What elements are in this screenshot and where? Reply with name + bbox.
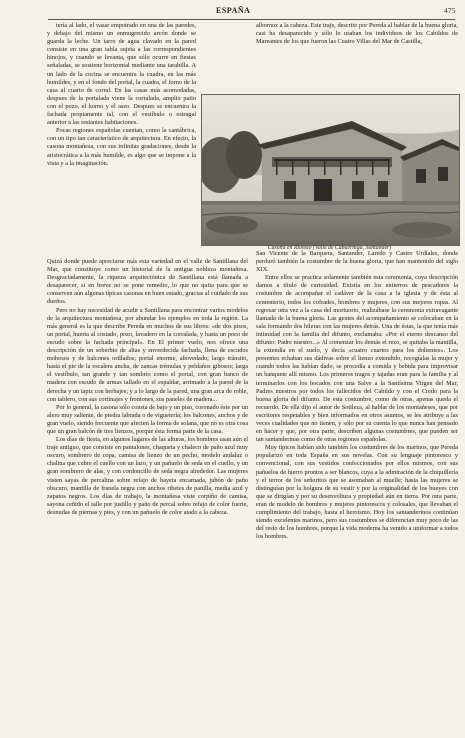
- paragraph: Entre ellos se practica solamente también esta ceremonia, cuya descripción damos a título de curiosidad. Existía en los entierros de pescadores la costumbre de acompañar el cadáver de la casa a la iglesia y de ésta al cementerio, todos los cofrades, hombres y mujeres, con sus mejores ropas. Al regresar otra vez a la casa del mortuorio, realizábase la ceremonia extravagante llamada de la buena gloria. Las gentes del acompañamiento se colocaban en la sala formando dos hileras con las mujeres detrás. Una de éstas, la que tenía más intimidad con la familia del difunto, exclamaba: «Por el eterno descanso del difunto: Padre nuestro...» Al comenzar los demás el rezo, se quitaba la mantilla, la extendía en el suelo, y decía «cuatro cuartos para los dolientes». Los presentes echaban sus dádivas sobre el lienzo extendido, recogíalas la mujer y cuando todos las habían dado, se procedía a comida y bebida para improvisar un banquete allí mismo. Los primeros tragos y tajadas eran para la familia y al terminarlos con los bocados con una Salve a la Santísima Virgen del Mar, Padres nuestros por todos los fallecidos del Cabildo y con el Credo para la buena gloria del difunto. De esta costumbre, como de otras, apenas queda el recuerdo. De ella dijo el autor de Sotileza, al hablar de los montañeses, que por escritores respetables y bien informados en otros asuntos, se les atribuye a las veces cualidades que no tienen, y sólo por su cuenta lo que nunca han pensado en hacer y que, por otra parte, describen algunas costumbres, que pueden ser tan santanderinas como de otras regiones españolas.: [256, 274, 458, 444]
- paragraph: Pocas regiones españolas cuentan, como la cantábrica, con un tipo tan característico de arquitectura. En efecto, la casona montañesa, con sus infinitas gradaciones, desde la aristocrática a la más humilde, es algo que se impone a la vista y a la imaginación.: [47, 127, 196, 167]
- page-number: 475: [444, 7, 456, 15]
- paragraph: tería al lado, el vasar empotrado en una de las paredes, y debajo del mismo un enmugrecido arcón donde se guarda la leche. Un tarro de agua clavado en la pared consiste en una gran tabla sujeta a las correspondientes hinojos, y cuando se levanta, que sólo ocurre en fiestas señaladas, se sostiene horizontal mediante una tarabilla. A un lado de la cocina se encuentra la cuadra, en las más humildes, y en el fondo del portal, la cuadra, el forno de la casa al cuarto de corral. En las casas más acomodadas, despues de la portalada viene la corralada, amplio patio con el pozo, el horno y el aseo. Despues se encuentra la fachada propiamente tal, con el vestíbulo o estragal anterior a las restantes habitaciones.: [47, 22, 196, 127]
- left-column-bottom: [47, 258, 248, 730]
- paragraph: San Vicente de la Barquera, Santander, Laredo y Castro Urdiales, donde perduró también la costumbre de la buena gloria, que han mantenido del siglo XIX.: [256, 250, 458, 274]
- right-column-top: [256, 22, 458, 93]
- house-photograph-illustration: [202, 95, 459, 245]
- header-rule: [48, 19, 455, 20]
- right-column-bottom: [256, 250, 458, 730]
- paragraph: Quizá donde puede apreciarse más esta variedad en el valle de Santillana del Mar, que constituye como un historial de la antigua nobleza montañesa. Desgraciadamente, la riqueza arquitectónica de Santillana está llamada a desaparecer, si en breve no se pone remedio, lo que no quita para que se conserven aún algunas típicas casonas en buen estado, gracias al cuidado de sus dueños.: [47, 258, 248, 306]
- running-header: [0, 6, 465, 18]
- paragraph: Muy típicos habían sido también los costumbres de los marinos, que Pereda popularizó en toda España en sus novelas. Con su lenguaje pintoresco y convencional, con sus vestidos confeccionados por ellos mismos, con sus pañuelos de hierro prontos a ser blancos, cuya a la admiración de la chiquillería y el terror de los señoritos que se asomaban al muelle; hasta las mujeres se distinguían por la holgura de su vestir y por la originalidad de los bueyes con que se dirigían y por su desenvoltura y propiedad aún en tierra. Por otra parte, eran de modelo de hombres y mujeres pintorescos y colosales, que llevaban el cumplimiento del trabajo, hasta el heroísmo. Hoy los santanderinos continúan siendo excelentes marinos, pero sus costumbres se diferencian muy poco de las del resto de los hombres, porque la vida moderna ha venido a uniformar a todos los hombres.: [256, 444, 458, 541]
- paragraph: albornoz a la cabeza. Este traje, descrito por Pereda al hablar de la buena gloria, casi ha desaparecido y sólo lo usaban los individuos de los Cabildos de Mareantes de los que fueron las Cuatro Villas del Mar de Castilla,: [256, 22, 458, 46]
- house-photograph: [201, 94, 460, 246]
- header-title: ESPAÑA: [216, 6, 251, 15]
- left-column-top: [47, 22, 196, 258]
- figure-caption: Casona en Rionsio (Valle de Cabuérniga, Santander): [267, 245, 392, 251]
- paragraph: Pero no hay necesidad de acudir a Santillana para encontrar varios modelos de la arquitectura montañesa, por abundar los ejemplos en toda la región. La más general es la que describe Pereda en muchos de sus libros: «de dos pisos, un portal, huerta al costado, pozo, lavadero en la corralada, y hasta un poco de escudo sobre la fachada principal». En El primer vuelo, nos ofrece una descripción de un soberbio de altas y enverdecida fachada, llena de escudos mohosos y de balcones orillados; portal enorme, abovedado; largo tránsito, hasta el pie de la escalera ancha, de zancas trémulas y peldaños gibosos; larga el vestíbulo, tan grande y tan sombrío como el portal, con gran banco de madera con escudo de armas tallado en el espaldar, arrimado a la pared de la derecha y un tapiz con herbajes; y a lo largo de la pared, una gran arca de roble, con tablero, con sus cortinajes y frontones, sus paneles de madera...: [47, 306, 248, 403]
- paragraph: Por lo general, la casona sólo consta de bajo y un piso, coronado éste por un alero muy saliente, de piedra labrada o de viguetería; los balcones, anchos y de gran vuelo, siendo frecuente que afecten la forma de solana, que no es otra cosa que un gran balcón de tres lienzos, porque ésta forma parte de la casa.: [47, 403, 248, 435]
- paragraph: Los días de fiesta, en algunos lugares de las alturas, los hombres usan aún el traje antiguo, que consiste en pantalones, chaqueta y chaleco de paño azul muy oscuro, sombrero de copa, camisa de lienzo de un pecho, modelo andaluz o chalina que cubre el cuello con un lazo, y un pañuelo de seda en el cuello, y un gran sombrero de alas, y con cordoncillo de seda negra alrededor. Las mujeres visten sayas de percalina sobre refajo de bayeta encarnada, jubón de paño obscuro, mantilla de franela negra con anchos ribetes de panilla, media azul y zapatos negros. Los días de trabajo, la montañesa viste corpiño de camisa, sayona ceñido el talle por justillo y paño de percal sobre refajo de color fuerte, desnudas de piernas y pies, y con un pañuelo de color atado a la cabeza.: [47, 436, 248, 516]
